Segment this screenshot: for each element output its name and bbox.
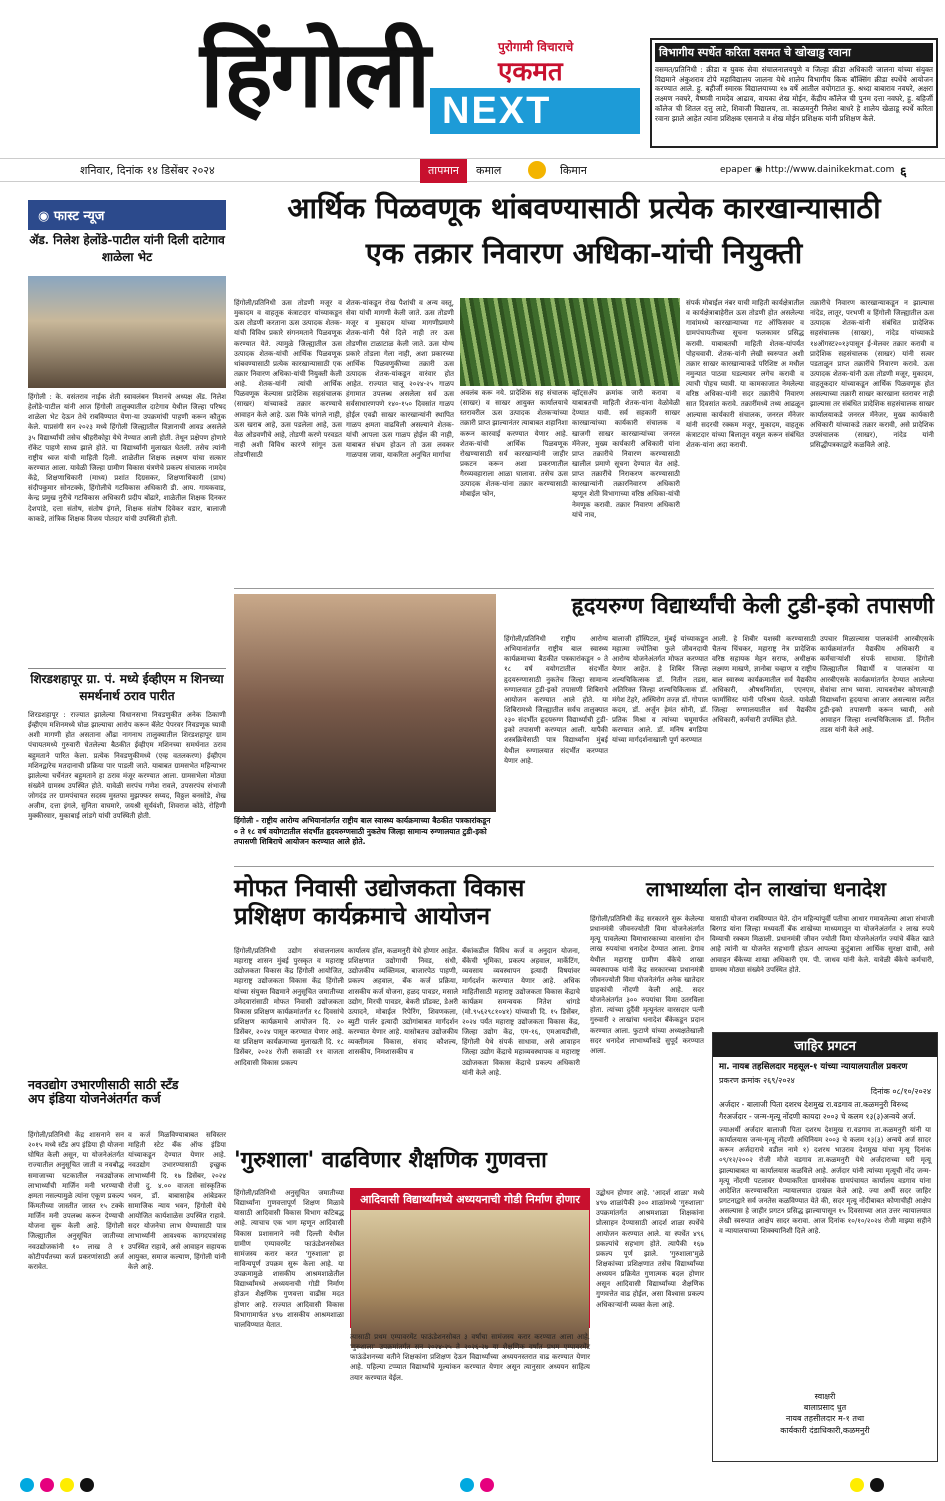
fast-news-label: ◉ फास्ट न्यूज xyxy=(28,200,226,230)
standup-headline xyxy=(28,1078,226,1128)
top-news-text: वसमत/प्रतिनिधी : क्रीडा व युवक सेवा संचालनालयपुणे व जिल्हा क्रीडा अधिकारी जालना यांच्या संयुक्त विद्यमाने अंकुशराव टोपे महाविद्यालय जालना येथे शालेय विभागीय किक बॉक्सिंग क्रीडा स्पर्धेचे आयोजन करण्यात आले. हु. बहीर्जी स्मारक विद्यालयाच्या १७ वर्षे आतील वयोगटात कु. श्रध्दा बाबाराव नवघरे, अक्षरा लक्ष्मण नवघरे, वैष्णवी नामदेव आढाव, वायका शेख मोईन, केंद्रीय कॉलेज ची पुनम दत्ता नवघरे, हु. बहिर्जी कॉलेज ची शितल दत्तु लाटे, शिवाजी विद्यालय, ता. काळमनुरी निलेश बाधरे हे शालेय खेळाडू स्पर्धे करिता रवाना झाले आहेत त्यांना प्रशिक्षक एसनाजे व शेख मोईन प्रशिक्षक यांनी प्रशिक्षण केले. xyxy=(655,65,933,123)
fast-news-text: फास्ट न्यूज xyxy=(53,209,105,224)
lead-col4: व्हॉट्सॲप क्रमांक जारी करावा व याबाबतची माहिती शेतक-यांना वेळोवेळी देण्यात यावी. सर्व सहकारी साखर कारखान्यांच्या कार्यकारी संचालक व खाजगी साखर कारखान्यांच्या जनरल मॅनेजर, मुख्य कार्यकारी अधिकारी यांना प्राप्त तक्रारीचे निवारण करण्यासाठी खालील प्रमाणे सूचना देण्यात येत आहे. प्राप्त तक्रारींचे निराकरण करण्यासाठी कारखान्यांनी तक्रारनिवारण अधिकारी म्हणून शेती विभागाच्या वरिष्ठ अधिका-यांची नेमणूक करावी. तक्रार निवारण अधिकारी यांचे नाव, xyxy=(572,389,680,519)
standup-headline-line1: नवउद्योग उभारणीसाठी साठी स्टँड xyxy=(28,1077,179,1092)
lead-col5: संपर्क मोबाईल नंबर याची माहिती कार्यक्षेत्रातील व कार्यक्षेत्राबाहेरील ऊस तोडणी होत असलेल्या गावांमध्ये कारखान्याच्या गट ऑफिसवर व ग्रामपंचायतीच्या सूचना फलकावर प्रसिद्ध करावी. याबाबतची माहिती शेतक-यांपर्यंत पोहचवावी. शेतक-यांनी लेखी स्वरुपात अशी तक्रार साखर कारखान्याकडे परिशिष्ट अ मधील नमुन्यात पाठवा घडल्यावर लगेच करावी व त्याची पोहच घ्यावी. या कामकाजात नेमलेल्या वरिष्ठ अधिका-यांनी सदर तक्रारीचे निवारण सात दिवसांत करावे. तक्रारींमध्ये तथ्य आढळून आल्यास कार्यकारी संचालक, जनरल मॅनेजर यांनी सदरची रक्कम मजूर, मुकादम, वाहतूक कंत्राटदार यांच्या बिलातून वसूल करून संबंधित शेतक-यांना अदा करावी. xyxy=(686,299,804,449)
issue-date: शनिवार, दिनांक १४ डिसेंबर २०२४ xyxy=(80,164,215,177)
heart-headline: हृदयरुग्ण विद्यार्थ्यांची केली टुडी-इको तपासणी xyxy=(571,593,934,619)
fast-news-story1-body: हिंगोली : के. वसंतराव नाईक शेती स्वावलंबन मिशनचे अध्यक्ष ॲड. निलेश हेलोंडे-पाटील यांनी आज हिंगोली तालुक्यातील दाटेगाव येथील जिल्हा परिषद शाळेला भेट देऊन तेथे राबविण्यात येणा-या उपक्रमांची पाहणी करून कौतुक केले. याप्रसंगी सन २०२३ मध्ये हिंगोली जिल्ह्यातील विज्ञानाची आवड असलेले ३५ विद्यार्थ्यांची तसेच श्रीहरीकोट्टा येथे नेण्यात आली होती. तेथून प्रक्षेपण होणारे रॉकेट पाहणे साध्य झाले होते. या विद्यार्थ्यांनी मुलाखत घेतली. तसेच त्यांनी राष्ट्रीय ध्वज यांची माहिती दिली. शाळेतील शिक्षक लक्ष्मण यांचा सत्कार करण्यात आला. यावेळी जिल्हा ग्रामीण विकास यंत्रणेचे प्रकल्प संचालक नामदेव केंद्रे, शिक्षणाधिकारी (माध्य) प्रशांत दिग्रसकर, शिक्षणाधिकारी (प्राथ) संदीपकुमार सोनटक्के, हिंगोलीचे गटविकास अधिकारी डी. आय. गायकवाड, केन्द्र प्रमुख नुरीचे गटविकास अधिकारी प्रदीप बोंढारे, शाळेतील शिक्षक दिनकर देशपांडे, दत्ता संतोष, संतोष इंगले, शिक्षक संतोष दिवेकर वडार, बालाजी काकडे, तांत्रिक शिक्षक विजय पोतदार यांची उपस्थिती होती. xyxy=(28,393,226,523)
registration-mark xyxy=(80,1478,94,1492)
notice-sign-name: बालाप्रसाद धुत xyxy=(803,1403,847,1413)
registration-mark xyxy=(460,1478,474,1492)
registration-mark xyxy=(480,1478,494,1492)
heart-camp-photo xyxy=(234,594,496,812)
sun-icon xyxy=(528,161,546,179)
gurushala-headline: 'गुरुशाला' वाढविणार शैक्षणिक गुणवत्ता xyxy=(234,1147,547,1173)
training-headline xyxy=(234,874,574,942)
lead-headline-line1: आर्थिक पिळवणूक थांबवण्यासाठी प्रत्येक कारखान्यासाठी xyxy=(287,191,881,225)
notice-body: ज्याअर्थी अर्जदार बालाजी पिता दशरथ देशमुख रा.वडगाव ता.कळमनुरी यांनी या कार्यालयास जन्म-मृत्यू नोंदणी अधिनियम २००३ चे कलम १३(३) अन्वये अर्ज सादर करून अर्जदाराचे वडील नामे १) दशरथ भाउराव देशमुख यांचा मृत्यू दिनांक ०९/१२/२००२ रोजी मौजे वडगाव ता.कळमनुरी येथे अर्जदाराच्या घरी मृत्यू झाल्याबाबत या कार्यालयास कळविले आहे. अर्जदार यांनी त्यांच्या मृत्यूची नोंद जन्म-मृत्यू नोंदणी पटलावर घेण्याकरिता ग्रामसेवक ग्रामपंचायत कार्यालय वडगाव यांना आदेशित करण्याकरिता न्यायालयात दाखल केले आहे. ज्या अर्थी सदर जाहिर प्रगटनाद्वारे सर्व जनतेस कळविण्यात येते की, सदर मृत्यू नोंदीबाबत कोणाचीही आक्षेप असल्यास हे जाहीर प्रगटन प्रसिद्ध झाल्यापासून १५ दिवसाच्या आत उत्तर न्यायालयात लेखी स्वरुपात आक्षेप सादर करावा. आज दिनांक १०/१०/२०२४ रोजी माझ्या सहीने व न्यायालयाच्या शिक्क्यानिशी दिले आहे. xyxy=(719,1126,931,1236)
gurushala-photo-banner: आदिवासी विद्यार्थ्यांमध्ये अध्ययनाची गोडी निर्माण होणार xyxy=(351,1189,589,1210)
heart-col3: आली. हे शिबीर यशस्वी करण्यासाठी चैतन्य चिंचकर, महाराष्ट्र नेत्र प्रादेशिक वरिष्ठ सहायक मेहन सराफ, अधीक्षक लक्ष्मण माखणे, ज्ञानोबा चव्हाण व राष्ट्रीय बाल स्वास्थ्य कार्यक्रमातील सर्व वैद्यकीय अधिकारी, औषधनिर्माता, एएनएम, फार्मासिस्ट यांनी परिश्रम घेतले. यावेळी जिल्हा रुग्णालयातील सर्व वैद्यकीय अधिकारी, कर्मचारी उपस्थित होते. xyxy=(712,635,816,725)
notice-respondent: गैरअर्जदार - जन्म-मृत्यू नोंदणी कायदा २००३ चे कलम १३(३)अन्वये अर्ज. xyxy=(719,1112,916,1121)
beneficiary-col2: यासाठी योजना राबविण्यात येते. दोन महिन्यांपूर्वी पतीचा आधार गमावलेल्या आशा संभाजी बिरगड यांना जिल्हा मध्यवर्ती बँक शाखेच्या माध्यमातून या योजनेअंतर्गत २ लाख रुपये विम्याची रक्कम मिळाली. प्रधानमंत्री जीवन ज्योती विमा योजनेअंतर्गत ज्यांचे बँकेत खाते आहे त्यांनी या योजनेत सहभागी होऊन आपल्या कुटुंबाला आर्थिक सुरक्षा द्यावी, असे आवाहन बँकेच्या शाखा अधिकारी एम. पी. जाधव यांनी केले. यावेळी बँकेचे कर्मचारी, ग्रामस्थ मोठ्या संख्येने उपस्थित होते. xyxy=(710,915,934,974)
training-col2: कार्यालय हॉल, कळमनुरी येथे होणार आहेत. प्रशिक्षणात उद्योगाची निवड, संधी, उद्योजकीय व्यक्तिमत्व, बाजारपेठ पाहणी, प्रकल्प अहवाल, बँक कर्ज प्रक्रिया, शासकीय कर्ज योजना, हळद पावडर, मसाले उद्योग, मिरची पावडर, बेकरी प्रॉडक्ट, डेअरी उत्पादने, मोबाईल रिपेरिंग, शिवणकला, ब्युटी पार्लर इत्यादी उद्योगांबाबत मार्गदर्शन करण्यात येणार आहे. यासोबतच उद्योजकीय व्यक्तीमत्व विकास, संवाद कौशल्य, शासकीय, निमशासकीय व xyxy=(348,947,458,1057)
registration-mark xyxy=(20,1478,34,1492)
fast-news-story2-title xyxy=(28,668,226,706)
registration-mark xyxy=(850,1478,864,1492)
edition-badge: NEXT xyxy=(430,88,640,134)
fast-news-story1-title xyxy=(28,232,226,272)
notice-sign-role1: नायब तहसीलदार म-१ तथा xyxy=(785,1414,865,1424)
training-headline-line1: मोफत निवासी उद्योजकता विकास xyxy=(234,873,525,902)
notice-date: दिनांक ०८/१०/२०२४ xyxy=(870,1087,931,1096)
heart-col4: उपचार मिळाल्यास पालकांनी आरबीएसके कार्यक्रमांतर्गत वैद्यकीय अधिकारी व कर्मचाऱ्यांशी संपर्क साधावा. हिंगोली जिल्ह्यातील विद्यार्थी व पालकांना या आरबीएसके कार्यक्रमांतर्गत देण्यात आलेल्या सेवांचा लाभ घ्यावा. त्याचबरोबर कोणत्याही विद्यार्थ्यांना हृदयाचा आजार असल्यास त्वरीत टुडी-इको तपासणी करून घ्यावी, असे आवाहन जिल्हा शल्यचिकित्सक डॉ. नितीन तडस यांनी केले आहे. xyxy=(820,635,934,735)
masthead-title: हिंगोली xyxy=(200,20,429,128)
registration-mark xyxy=(60,1478,74,1492)
lead-col3: अवलंब करू नये. प्रादेशिक सह संचालक (साखर) व साखर आयुक्त कार्यालयाचे स्तरावरील ऊस उत्पादक शेतकऱ्यांच्या तक्रारी प्राप्त झाल्यानंतर त्याबाबत शहानिशा करून कारवाई करण्यात येणार आहे. शेतक-यांची आर्थिक पिळवणूक रोखण्यासाठी सर्व कारखान्यांनी जाहीर प्रकटन करून अशा प्रकरणातील गैरव्यवहाराला आळा घालावा. तसेच ऊस उत्पादक शेतक-यांना तक्रार करण्यासाठी मोबाईल फोन, xyxy=(460,389,568,499)
legal-notice xyxy=(712,1032,938,1462)
notice-case-no: प्रकरण क्रमांक २६९/२०२४ xyxy=(719,1076,795,1085)
page-number: ६ xyxy=(900,165,907,180)
notice-authority: मा. नायब तहसिलदार महसूल-१ यांच्या न्यायालयातील प्रकरण xyxy=(719,1062,908,1072)
story2-heading: शिरडशहापूर ग्रा. पं. मध्ये ईव्हीएम म शिनच्या समर्थनार्थ ठराव पारीत xyxy=(30,672,224,703)
gurushala-col3: उद्बोधन होणार आहे. 'आदर्श शाळा' मध्ये ४९७ शाळांपैकी ३०० शाळांमध्ये 'गुरुशाला' उपक्रमांतर्गत आश्रमशाळा शिक्षकांना प्रोत्साहन देण्यासाठी आदर्श शाळा स्पर्धेचे आयोजन करण्यात आले. या स्पर्धेत ४९६ प्रकल्पांचे सहभाग होते. त्यापैकी १६७ प्रकल्प पूर्ण झाले. 'गुरुशाला'मुळे शिक्षकांच्या प्रशिक्षणात तसेच विद्यार्थ्यांच्या अध्ययन प्रक्रियेत गुणात्मक बदल होणार असून आदिवासी विद्यार्थ्यांच्या शैक्षणिक गुणवत्तेत वाढ होईल, असा विश्वास प्रकल्प अधिकाऱ्यांनी व्यक्त केला आहे. xyxy=(596,1189,704,1309)
notice-sign-title: स्वाक्षरी xyxy=(814,1392,836,1401)
min-temp-label: किमान xyxy=(560,164,587,177)
standup-headline-line2: अप इंडिया योजनेअंतर्गत कर्ज xyxy=(28,1091,161,1107)
story1-heading: ॲड. निलेश हेलोंडे-पाटील यांनी दिली दाटेगाव शाळेला भेट xyxy=(29,233,225,264)
beneficiary-headline: लाभार्थ्याला दोन लाखांचा धनादेश xyxy=(646,877,886,901)
notice-header: जाहिर प्रगटन xyxy=(713,1033,937,1057)
gurushala-col2: त्यासाठी प्रथम एम्पावरमेंट फाऊंडेशनसोबत ३ वर्षांचा सामंजस्य करार करण्यात आला आहे. 'गुरुशाला' उपक्रमांतर्गत सन २०२४-२५ ते २०२६-२७ या शैक्षणिक वर्षांत प्रथम एम्पावरमेंट फाऊंडेशनच्या वतीने शिक्षकांना प्रशिक्षण देऊन विद्यार्थ्यांच्या अध्ययनस्तरात वाढ करण्यात येणार आहे. पहिल्या टप्प्यात विद्यार्थ्यांचे मूल्यांकन करण्यात येणार असून त्यानुसार अध्ययन साहित्य तयार करण्यात येईल. xyxy=(350,1333,590,1382)
brand-logo: एकमत xyxy=(498,57,563,87)
top-news-title: विभागीय स्पर्धेत करिता वसमत चे खोखाडु रवाना xyxy=(655,43,933,62)
training-col1: हिंगोली/प्रतिनिधी उद्योग संचालनालय महाराष्ट्र शासन मुंबई पुरस्कृत व महाराष्ट्र उद्योजकता विकास केंद्र हिंगोली आयोजित, महाराष्ट्र उद्योजकता विकास केंद्र हिंगोली यांच्या संयुक्त विद्यमाने अनुसूचित जमातीच्या उमेदवारांसाठी मोफत निवासी उद्योजकता विकास प्रशिक्षण कार्यक्रमांतर्गत १८ दिवसांचे प्रशिक्षण कार्यक्रमाचे आयोजन दि. २० डिसेंबर, २०२४ पासून करण्यात येणार आहे. या प्रशिक्षण कार्यक्रमाच्या मुलाखती दि. १८ डिसेंबर, २०२४ रोजी सकाळी ११ वाजता आदिवासी विकास प्रकल्प xyxy=(234,947,344,1067)
beneficiary-col1: हिंगोली/प्रतिनिधी केंद्र सरकारने सुरू केलेल्या प्रधानमंत्री जीवनज्योती विमा योजनेअंतर्गत मृत्यू पावलेल्या विमाधारकाच्या वारसांना दोन लाख रुपयांचा धनादेश देण्यात आला. डेगाव येथील महाराष्ट्र ग्रामीण बँकेचे शाखा व्यवस्थापक यांनी केंद्र सरकारच्या प्रधानमंत्री जीवनज्योती विमा योजनेतंर्गत अनेक खातेदार ग्राहकांची नोंदणी केली आहे. सदर योजनेअंतर्गत ३०० रुपयांचा विमा उतरविला होता. त्यांच्या दुर्दैवी मृत्यूनंतर वारसदार पत्नी गुरुवारी २ लाखांचा धनादेश बँकेकडून प्रदान करण्यात आला. फुटाणे यांच्या अध्यक्षतेखाली सदर धनादेश लाभार्थ्यांकडे सुपूर्द करण्यात आला. xyxy=(590,915,704,1055)
heart-col2: बालाजी हॉस्पिटल, मुंबई यांच्याकडून महात्मा ज्योतिबा फुले जीवनदायी आरोग्य योजनेअंतर्गत मोफत करण्यात येणार आहेत. हे शिबिर जिल्हा शल्यचिकित्सक डॉ. नितीन तडस, अतिरिक्त जिल्हा शल्यचिकित्सक डॉ. मंगेश टेहरे, अस्थिरोग तज्ज्ञ डॉ. गोपाल कदम, डॉ. अर्जुन हेमंत सोनी, डॉ. प्रतिक मिश्रा व त्यांच्या चमूमार्फत करण्यात आले. डॉ. मनिष बगडिया यांच्या मार्गदर्शनाखाली पूर्ण करण्यात xyxy=(612,635,708,745)
classroom-photo xyxy=(351,1210,589,1348)
notice-applicant: अर्जदार - बालाजी पिता दशरथ देशमुख रा.वडगाव ता.कळमनुरी विरुध्द xyxy=(719,1100,908,1109)
heart-col1: हिंगोली/प्रतिनिधी राष्ट्रीय आरोग्य अभियानांतर्गत राष्ट्रीय बाल स्वास्थ्य कार्यक्रमाच्या बैठकीत पत्रकारांकडून ० ते १८ वर्ष वयोगटातील संदर्भीत हृदयरुग्णासाठी नुकतेच जिल्हा सामान्य रुग्णालयात टुडी-इको तपासणी शिबिराचे आयोजन करण्यात आले होते. या शिबिरामध्ये जिल्ह्यातील सर्वच तालुक्यात २३० संदर्भीत हृदयरुग्ण विद्यार्थ्यांची टुडी-इको तपासणी करण्यात आली. यापैकी शस्त्रक्रियेसाठी पात्र विद्यार्थ्यांना मुंबई येथील रुग्णालयात संदर्भीत करण्यात येणार आहे. xyxy=(504,635,608,765)
registration-mark xyxy=(870,1478,884,1492)
training-col3: बँकांकडील विविध कर्ज व अनुदान योजना, बँकेची भूमिका, प्रकल्प अहवाल, मार्केटिंग, व्यवसाय व्यवस्थापन इत्यादी विषयांवर मार्गदर्शन करण्यात येणार आहे. अधिक माहितीसाठी महाराष्ट्र उद्योजकता विकास केंद्राचे कार्यक्रम समन्वयक नितेश धांगडे (मो.९५६२९८१०४१) यांच्याशी दि. १५ डिसेंबर, २०२४ पर्यंत महाराष्ट्र उद्योजकता विकास केंद्र, जिल्हा उद्योग केंद्र, एम-१६, एमआयडीसी, हिंगोली येथे संपर्क साधावा, असे आवाहन जिल्हा उद्योग केंद्राचे महाव्यवस्थापक व महाराष्ट्र उद्योजकता विकास केंद्राचे प्रकल्प अधिकारी यांनी केले आहे. xyxy=(462,947,580,1077)
lead-col6: तक्रारीचे निवारण कारखान्याकडून न झाल्यास नांदेड, लातूर, परभणी व हिंगोली जिल्ह्यातील ऊस उत्पादक शेतक-यांनी संबंधित प्रादेशिक सहसंचालक (साखर), नांदेड यांच्याकडे १४ऑगस्ट२०१३पासून ई-मेलवर तक्रार करावी व प्रादेशिक सहसंचालक (साखर) यांनी सत्वर पडताळून प्राप्त तक्रारींचे निवारण करावे. ऊस उत्पादक शेतक-यांनी ऊस तोडणी मजूर, मुकादम, वाहतूकदार यांच्याकडून आर्थिक पिळवणूक होत असल्याच्या तक्रारी साखर कारखाना स्तरावर नाही झाल्यास तर संबंधित प्रादेशिक सहसंचालक साखर कार्यालयाकडे जनरल मॅनेजर, मुख्य कार्यकारी अधिकारी यांच्याकडे तक्रार करावी, असे प्रादेशिक उपसंचालक (साखर), नांदेड यांनी प्रसिद्धीपत्रकाद्वारे कळविले आहे. xyxy=(810,299,934,449)
standup-col2: व कर्ज मिळविण्याबाबत सविस्तर माहिती स्टेट बँक ऑफ इंडिया यांच्याकडून देण्यात येणार आहे. नवउद्योग उभारण्यासाठी इच्छुक लाभार्थ्यांनी दि. १७ डिसेंबर, २०२४ रोजी दु. ४.०० वाजता सांस्कृतिक भवन, डॉ. बाबासाहेब आंबेडकर सामाजिक न्याय भवन, हिंगोली येथे आयोजित कार्यशाळेस उपस्थित राहावे. सदर योजनेचा लाभ घेण्यासाठी पात्र लाभार्थ्यांनी आवश्यक कागदपत्रांसह उपस्थित राहावे, असे आवाहन सहायक आयुक्त, समाज कल्याण, हिंगोली यांनी केले आहे. xyxy=(128,1131,226,1271)
fast-news-story2-body: शिरडशहापूर : राज्यात झालेल्या विधानसभा निवडणुकीत अनेक ठिकाणी ईव्हीएम मशिनमध्ये घोळ झाल्याचा आरोप करून बॅलेट पेपरवर निवडणूक घ्यावी अशी मागणी होत असताना औंढा नागनाथ तालुक्यातील शिरडशहापूर ग्राम पंचायतमध्ये गुरुवारी घेतलेल्या बैठकीत ईव्हीएम मशिनच्या समर्थनात ठराव बहुमताने पारित केला. प्रत्येक निवडणुकीमध्ये (एव्ह वतलकरण) ईव्हीएम मशिनद्वारेच मतदानाची प्रक्रिया पार पाडली जाते. याबाबत ग्रामसभेत महिन्याभर झालेल्या चर्चेनंतर बहुमताने हा ठराव मंजूर करण्यात आला. ग्रामसभेला मोठ्या संख्येने ग्रामस्थ उपस्थित होते. यावेळी सरपंच गणेश रावले, उपसरपंच संभाजी जोगदंड तर ग्रामपंचायत सदस्य मुस्तफा मुझफ्फर सय्यद, विठ्ठल बनसोडे, शेख अजीम, दत्ता इंगले, सुनिता वाघमारे, जयश्री सूर्यवंशी, शिवराज कोठे, रोहिणी मुक्कीरवार, मुकाबाई लांडगे यांची उपस्थिती होती. xyxy=(28,711,226,821)
max-temp-label: कमाल xyxy=(476,164,502,177)
lead-col2: शेतक-यांकडून रोख पैशांची व अन्य वस्तू, सेवा यांची मागणी केली जाते. ऊस तोडणी मजूर व मुकादम यांच्या मागणीप्रमाणे शेतक-यांनी पैसे दिले नाही तर ऊस तोडणीस टाळाटाळ केली जाते. ऊस योग्य प्रकारे तोडला गेला नाही, अशा प्रकारच्या आर्थिक पिळवणुकीच्या तक्रारी ऊस उत्पादक शेतक-यांकडून वारंवार होत आहेत. राज्यात चालू २०२४-२५ गाळप हंगामात उपलब्ध असलेला सर्व ऊस सर्वसाधारणपणे १४०-१५० दिवसांत गाळप होईल एवढी साखर कारखान्यांनी स्थापित गाळप क्षमता वाढविली असल्याने शेतक-यांची आपला ऊस गाळप होईल की नाही, याबाबत संभ्रम होऊन तो ऊस लवकर गाळपास जावा, याकरिता अनुचित मार्गाचा xyxy=(346,299,454,460)
registration-mark xyxy=(40,1478,54,1492)
school-visit-photo xyxy=(28,276,226,388)
standup-col1: हिंगोली/प्रतिनिधी केंद्र शासनाने सन २०१५ मध्ये स्टँड अप इंडिया ही योजना घोषित केली असून, या योजनेअंतर्गत राज्यातील अनुसूचित जाती व नवबौद्ध समाजाच्या घटकातील नवउद्योजक लाभार्थ्यांची मार्जिन मनी भरण्याची क्षमता नसल्यामुळे त्यांना एकूण प्रकल्प किंमतीच्या जास्तीत जास्त १५ टक्के मार्जिन मनी उपलब्ध करून देण्याची योजना सुरू केली आहे. हिंगोली जिल्ह्यातील अनुसूचित जातीच्या नवउद्योजकांनी १० लाख ते १ कोटीपर्यंतच्या कर्ज प्रकरणांसाठी अर्ज करावेत. xyxy=(28,1131,124,1271)
heart-photo-caption: हिंगोली - राष्ट्रीय आरोग्य अभियानांतर्गत राष्ट्रीय बाल स्वास्थ्य कार्यक्रमाच्या बैठकीत पत्रकारांकडून ० ते १८ वर्ष वयोगटातील संदर्भीत हृदयरुग्णसाठी नुकतेच जिल्हा सामान्य रुग्णालयात टुडी-इको तपासणी शिबिराचे आयोजन करण्यात आले होते. xyxy=(234,816,491,846)
dateline-bar xyxy=(0,158,945,182)
masthead-tagline: पुरोगामी विचाराचे xyxy=(498,40,574,54)
top-news-box xyxy=(650,38,938,148)
gurushala-photo-box xyxy=(350,1188,590,1328)
notice-sign-role2: कार्यकारी दंडाधिकारी,कळमनुरी xyxy=(780,1425,870,1435)
gurushala-col1: हिंगोली/प्रतिनिधी अनुसूचित जमातीच्या विद्यार्थ्यांना गुणवत्तापूर्ण शिक्षण मिळावे यासाठी आदिवासी विकास विभाग कटिबद्ध आहे. त्याचाच एक भाग म्हणून आदिवासी विकास प्रशासनाने नवी दिल्ली येथील ग्रामीण एम्पावरमेंट फाऊंडेशनसोबत सामंजस्य करार करत 'गुरुशाला' हा नाविन्यपूर्ण उपक्रम सुरू केला आहे. या उपक्रमामुळे शासकीय आश्रमशाळेतील विद्यार्थ्यांमध्ये अध्ययनाची गोडी निर्माण होऊन शैक्षणिक गुणवत्ता वाढीस मदत होणार आहे. राज्यात आदिवासी विकास विभागामार्फत ४९७ शासकीय आश्रमशाळा चालविण्यात येतात. xyxy=(234,1189,344,1329)
divider-line xyxy=(234,866,934,867)
training-headline-line2: प्रशिक्षण कार्यक्रमाचे आयोजन xyxy=(234,900,491,930)
sugarcane-photo xyxy=(460,298,680,386)
epaper-link[interactable]: epaper ◉ http://www.dainikekmat.com xyxy=(720,165,895,175)
lead-headline-line2: एक तक्रार निवारण अधिका-यांची नियुक्ती xyxy=(365,236,803,271)
lead-col1: हिंगोली/प्रतिनिधी ऊस तोडणी मजूर व मुकादम व वाहतूक कंत्राटदार यांच्याकडून ऊस तोडणी करताना ऊस उत्पादक शेतक-यांची विविध प्रकारे संगनमताने पिळवणूक करण्यात येते. त्यामुळे जिल्ह्यातील ऊस उत्पादक शेतक-यांची आर्थिक पिळवणूक थांबवण्यासाठी प्रत्येक कारखान्यासाठी एक तक्रार निवारण अधिका-यांची नियुक्ती केली आहे. शेतक-यांनी त्यांची आर्थिक पिळवणूक केल्यास प्रादेशिक सहसंचालक (साखर) यांच्याकडे तक्रार करण्याचे आवाहन केले आहे. ऊस पिके चांगले नाही, ऊस खराब आहे, ऊस पडलेला आहे, ऊस वेळ ओडवणीचे आहे, तोडणी करणे परवडत नाही अशी विविध कारणे सांगून ऊस तोडणीसाठी xyxy=(234,299,342,460)
lead-headline xyxy=(234,192,934,292)
divider-line xyxy=(234,588,934,589)
temperature-label: तापमान xyxy=(420,159,467,183)
